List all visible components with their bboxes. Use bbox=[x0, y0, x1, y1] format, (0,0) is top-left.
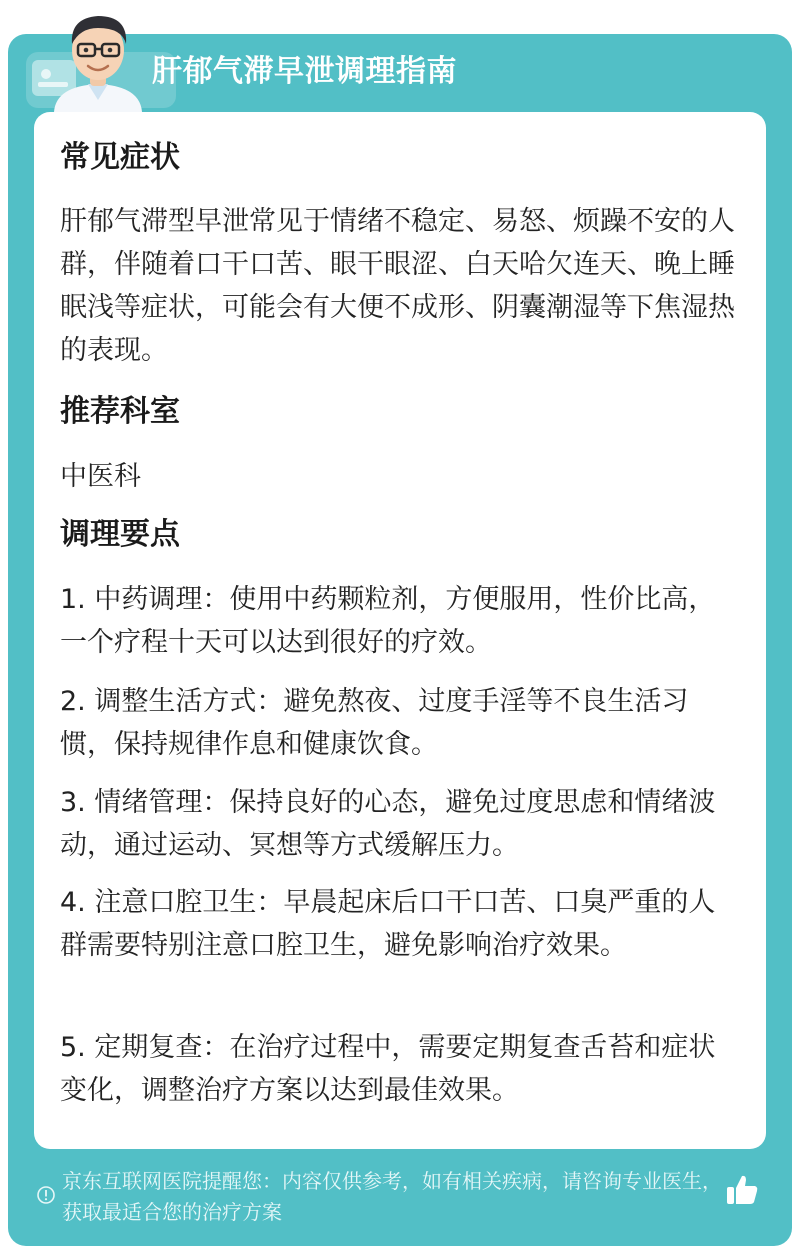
tip-item-3: 3. 情绪管理：保持良好的心态，避免过度思虑和情绪波动，通过运动、冥想等方式缓解压力。 bbox=[60, 787, 716, 861]
footer-disclaimer: 京东互联网医院提醒您：内容仅供参考，如有相关疾病，请咨询专业医生，获取最适合您的治疗方案 bbox=[62, 1169, 722, 1224]
tip-item-5: 5. 定期复查：在治疗过程中，需要定期复查舌苔和症状变化，调整治疗方案以达到最佳效果。 bbox=[60, 1032, 716, 1106]
tip-item-1: 1. 中药调理：使用中药颗粒剂，方便服用，性价比高，一个疗程十天可以达到很好的疗效。 bbox=[60, 584, 716, 658]
department-text: 中医科 bbox=[60, 461, 141, 492]
symptoms-heading: 常见症状 bbox=[60, 140, 180, 175]
symptoms-text: 肝郁气滞型早泄常见于情绪不稳定、易怒、烦躁不安的人群，伴随着口干口苦、眼干眼涩、白天哈欠连天、晚上睡眠浅等症状，可能会有大便不成形、阴囊潮湿等下焦湿热的表现。 bbox=[60, 206, 735, 366]
department-heading: 推荐科室 bbox=[60, 394, 180, 429]
tips-heading: 调理要点 bbox=[60, 517, 180, 552]
tip-item-2: 2. 调整生活方式：避免熬夜、过度手淫等不良生活习惯，保持规律作息和健康饮食。 bbox=[60, 686, 689, 760]
info-icon bbox=[36, 1185, 56, 1205]
thumbs-up-icon[interactable] bbox=[724, 1172, 760, 1208]
tip-item-4: 4. 注意口腔卫生：早晨起床后口干口苦、口臭严重的人群需要特别注意口腔卫生，避免影响治疗效果。 bbox=[60, 887, 716, 961]
doctor-avatar bbox=[40, 4, 156, 112]
page-title: 肝郁气滞早泄调理指南 bbox=[152, 54, 457, 89]
